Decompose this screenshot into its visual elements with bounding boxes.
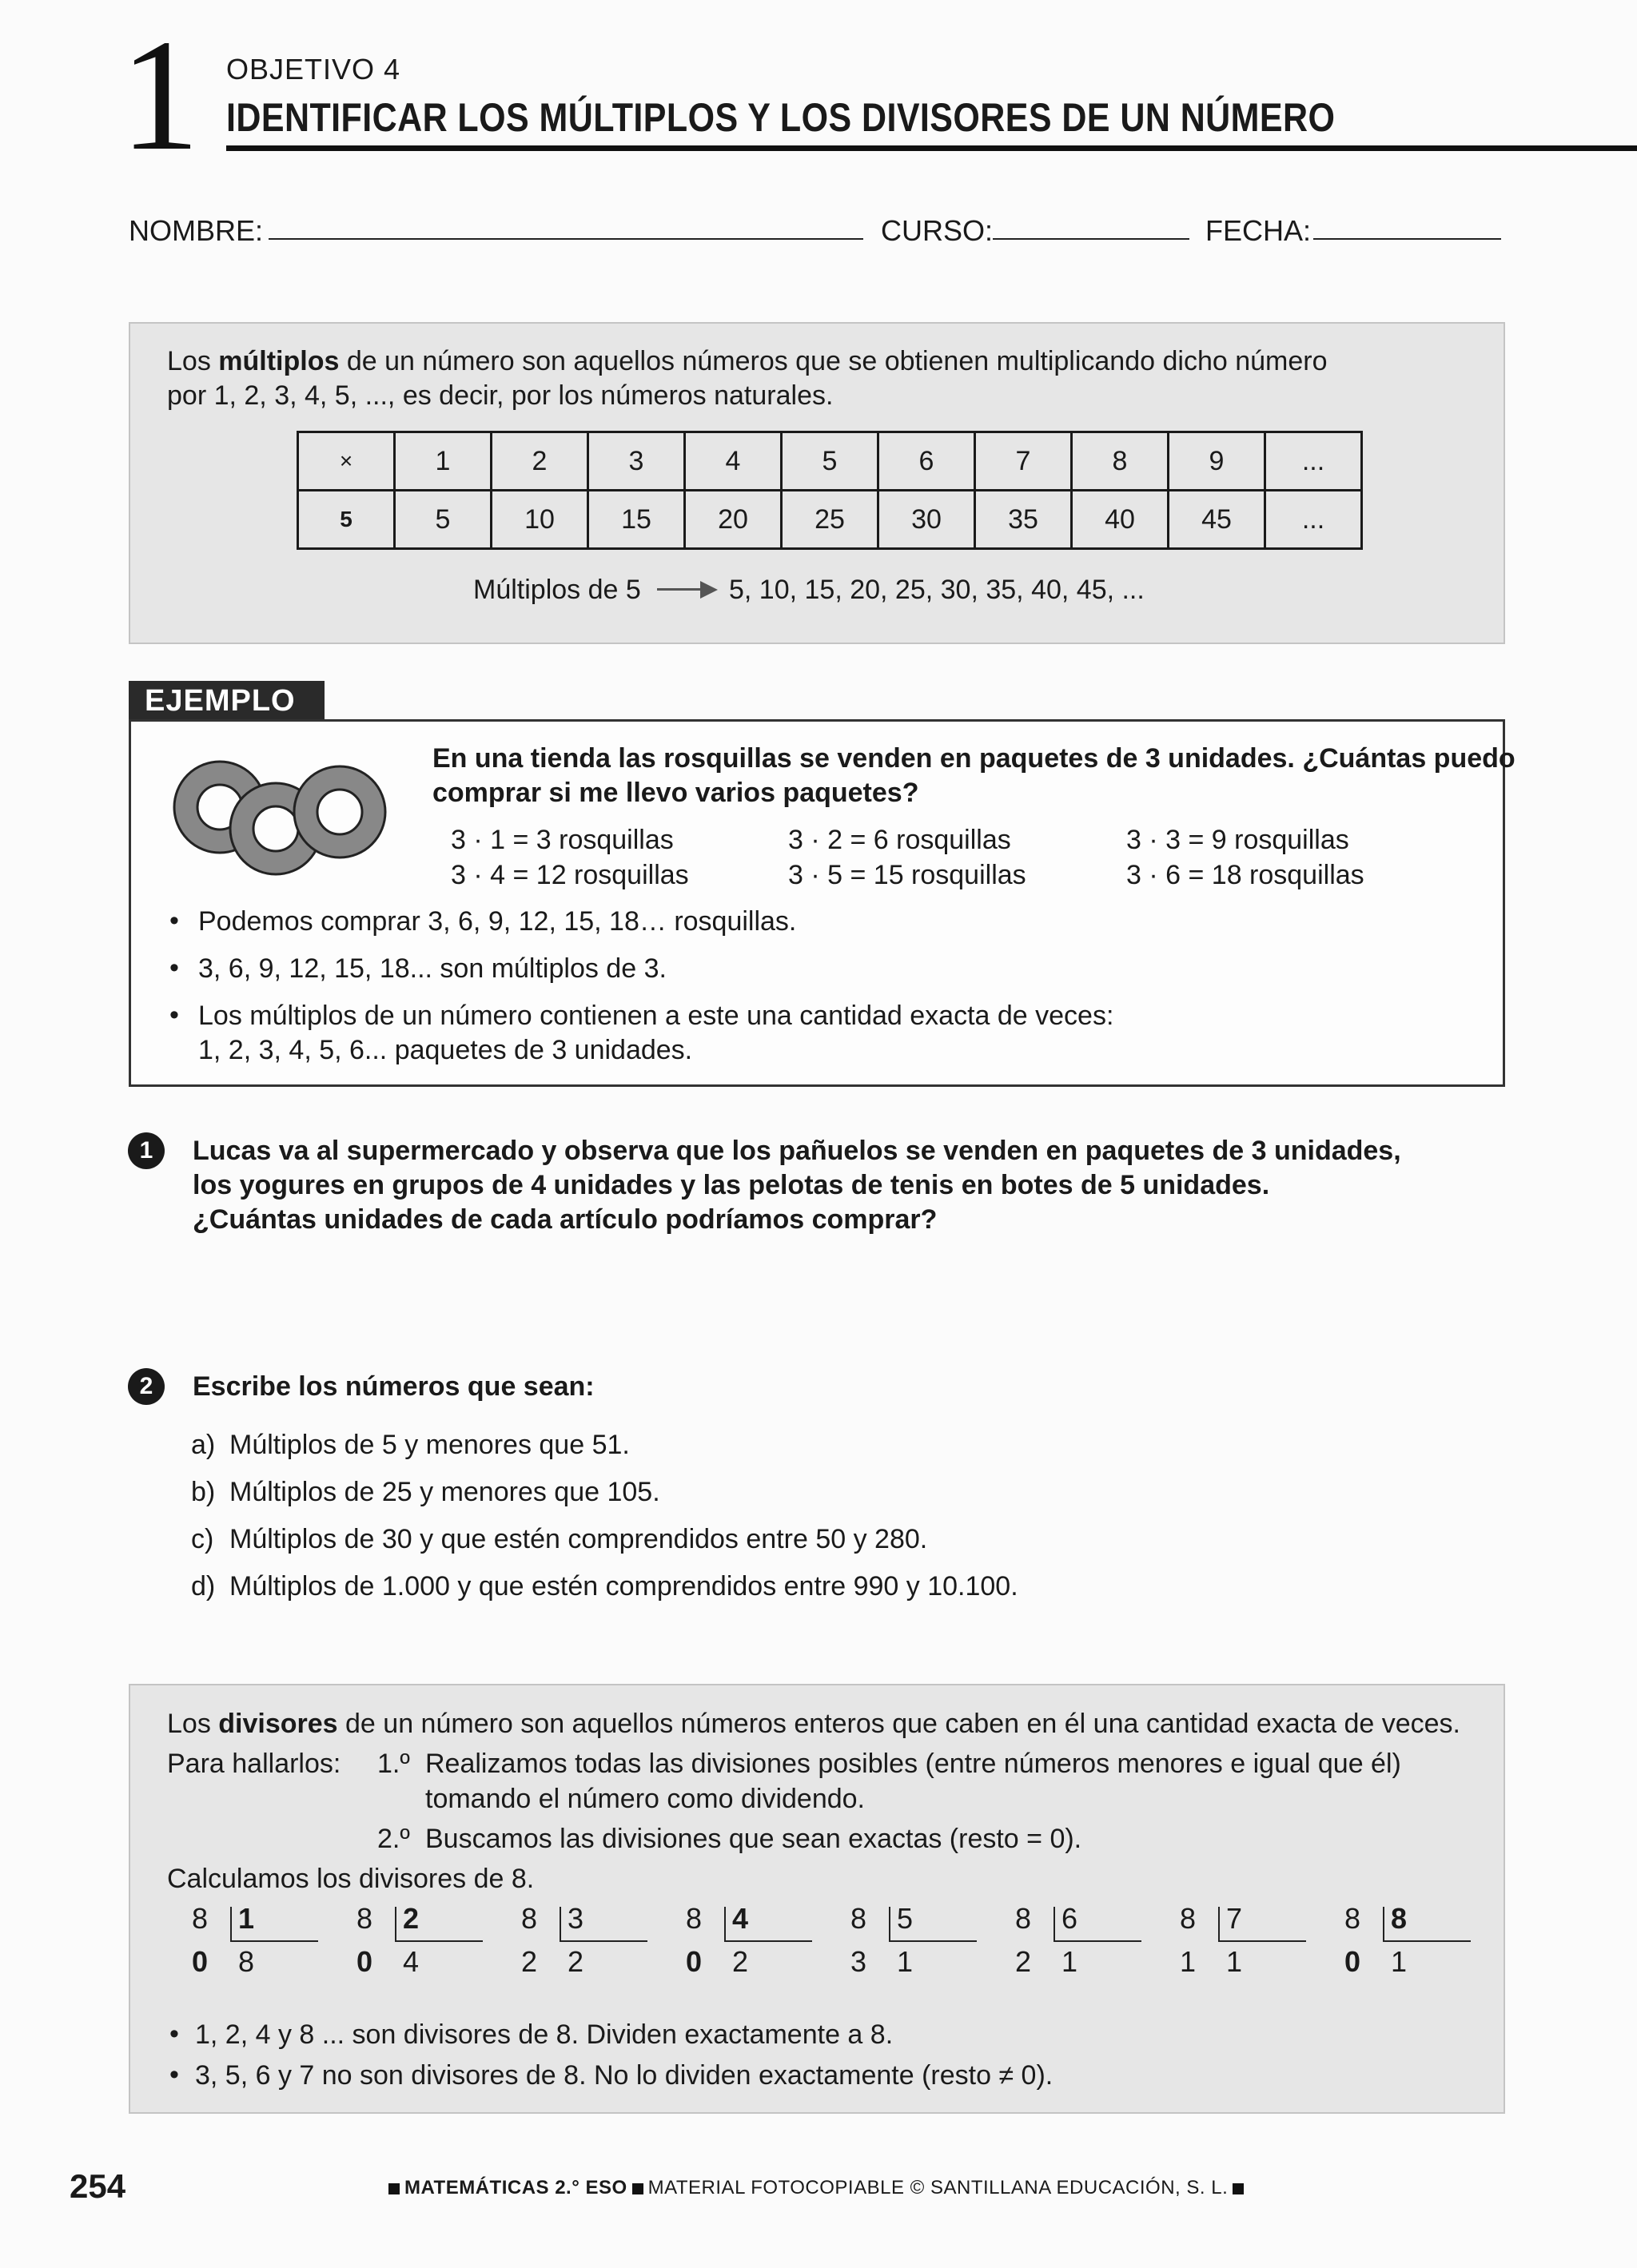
divisors-find-label: Para hallarlos:: [167, 1749, 341, 1779]
division-8-by-1: 8 1 0 8: [192, 1902, 320, 1990]
exercise1-number: 1: [128, 1132, 165, 1169]
square-icon: [1233, 2183, 1244, 2194]
course-field[interactable]: [993, 238, 1189, 240]
example-calc: 3 · 3 = 9 rosquillas: [1126, 825, 1349, 855]
table-cell: 20: [685, 491, 782, 549]
example-calc: 3 · 5 = 15 rosquillas: [788, 860, 1026, 890]
footer-credit: MATEMÁTICAS 2.° ESO MATERIAL FOTOCOPIABLE © SANTILLANA EDUCACIÓN, S. L.: [384, 2177, 1249, 2199]
square-icon: [632, 2183, 643, 2194]
multiples-intro-line1: Los múltiplos de un número son aquellos números que se obtienen multiplicando dicho número: [167, 346, 1328, 376]
divisors-step2-text: Buscamos las divisiones que sean exactas (resto = 0).: [425, 1824, 1082, 1854]
exercise2-item-letter: b): [191, 1477, 216, 1507]
table-cell: 40: [1072, 491, 1169, 549]
table-cell: 5: [395, 491, 492, 549]
example-calc: 3 · 2 = 6 rosquillas: [788, 825, 1011, 855]
table-cell: 8: [1072, 432, 1169, 491]
divisors-step1-line1: Realizamos todas las divisiones posibles (entre números menores e igual que él): [425, 1749, 1401, 1779]
table-cell: 2: [492, 432, 588, 491]
course-label: CURSO:: [881, 214, 994, 247]
date-field[interactable]: [1313, 238, 1501, 240]
table-cell: ...: [1265, 432, 1362, 491]
example-question-line1: En una tienda las rosquillas se venden en paquetes de 3 unidades. ¿Cuántas puedo: [432, 743, 1516, 774]
bullet-icon: •: [169, 953, 179, 983]
division-8-by-6: 8 6 2 1: [1015, 1902, 1143, 1990]
table-cell: 15: [588, 491, 685, 549]
multiples-intro-line2: por 1, 2, 3, 4, 5, ..., es decir, por los números naturales.: [167, 380, 834, 411]
multiples-table: [297, 431, 1363, 550]
division-8-by-7: 8 7 1 1: [1180, 1902, 1308, 1990]
table-cell: 25: [782, 491, 878, 549]
table-row: [298, 491, 1362, 549]
divisors-step1-line2: tomando el número como dividendo.: [425, 1784, 865, 1814]
example-bullet1: Podemos comprar 3, 6, 9, 12, 15, 18… rosquillas.: [198, 906, 797, 937]
example-calc: 3 · 6 = 18 rosquillas: [1126, 860, 1364, 890]
title-rule: [226, 145, 1637, 151]
exercise1-line2: los yogures en grupos de 4 unidades y las pelotas de tenis en botes de 5 unidades.: [193, 1170, 1270, 1200]
multiples-result-values: 5, 10, 15, 20, 25, 30, 35, 40, 45, ...: [729, 575, 1145, 605]
donuts-illustration: [160, 743, 408, 887]
division-8-by-8: 8 8 0 1: [1344, 1902, 1472, 1990]
table-cell: 1: [395, 432, 492, 491]
table-cell: 6: [878, 432, 975, 491]
example-question-line2: comprar si me llevo varios paquetes?: [432, 778, 919, 808]
table-cell: ×: [298, 432, 395, 491]
exercise2-item-letter: c): [191, 1524, 214, 1554]
exercise2-number: 2: [128, 1368, 165, 1405]
table-cell: 30: [878, 491, 975, 549]
table-cell: 10: [492, 491, 588, 549]
table-cell: 7: [975, 432, 1072, 491]
page-number: 254: [70, 2167, 126, 2205]
exercise1-line1: Lucas va al supermercado y observa que los pañuelos se venden en paquetes de 3 unidades,: [193, 1136, 1401, 1166]
table-cell: 5: [782, 432, 878, 491]
table-row: [298, 432, 1362, 491]
multiples-result-label: Múltiplos de 5: [473, 575, 641, 605]
division-8-by-4: 8 4 0 2: [686, 1902, 814, 1990]
unit-number: 1: [120, 7, 200, 184]
example-calc: 3 · 1 = 3 rosquillas: [451, 825, 674, 855]
divisors-bullet2: 3, 5, 6 y 7 no son divisores de 8. No lo dividen exactamente (resto ≠ 0).: [195, 2060, 1053, 2091]
divisors-calc-label: Calculamos los divisores de 8.: [167, 1864, 535, 1894]
arrow-right-icon: [657, 588, 707, 591]
exercise2-item-text: Múltiplos de 1.000 y que estén comprendidos entre 990 y 10.100.: [229, 1571, 1018, 1602]
example-bullet3-line1: Los múltiplos de un número contienen a este una cantidad exacta de veces:: [198, 1001, 1114, 1031]
table-cell: 45: [1169, 491, 1265, 549]
bullet-icon: •: [169, 2059, 179, 2090]
exercise2-item-letter: a): [191, 1430, 216, 1460]
divisors-intro: Los divisores de un número son aquellos números enteros que caben en él una cantidad exacta de veces.: [167, 1709, 1460, 1739]
date-label: FECHA:: [1205, 214, 1312, 247]
exercise2-item-text: Múltiplos de 25 y menores que 105.: [229, 1477, 660, 1507]
divisors-step2-num: 2.º: [377, 1824, 410, 1854]
table-cell: 4: [685, 432, 782, 491]
page-title: IDENTIFICAR LOS MÚLTIPLOS Y LOS DIVISORES DE UN NÚMERO: [226, 95, 1336, 140]
name-label: NOMBRE:: [129, 214, 264, 247]
division-8-by-2: 8 2 0 4: [356, 1902, 484, 1990]
bullet-icon: •: [169, 905, 179, 936]
exercise2-item-text: Múltiplos de 5 y menores que 51.: [229, 1430, 630, 1460]
exercise2-item-letter: d): [191, 1571, 216, 1602]
exercise2-prompt: Escribe los números que sean:: [193, 1371, 595, 1402]
example-tab: EJEMPLO: [129, 681, 325, 721]
bullet-icon: •: [169, 2019, 179, 2049]
arrow-head-icon: [700, 581, 718, 599]
table-cell: 35: [975, 491, 1072, 549]
division-8-by-5: 8 5 3 1: [850, 1902, 978, 1990]
table-cell: 3: [588, 432, 685, 491]
objective-label: OBJETIVO 4: [226, 53, 401, 86]
bullet-icon: •: [169, 1000, 179, 1030]
name-field[interactable]: [269, 238, 863, 240]
table-cell: 9: [1169, 432, 1265, 491]
table-cell: 5: [298, 491, 395, 549]
table-cell: ...: [1265, 491, 1362, 549]
division-8-by-3: 8 3 2 2: [521, 1902, 649, 1990]
exercise2-item-text: Múltiplos de 30 y que estén comprendidos entre 50 y 280.: [229, 1524, 928, 1554]
example-bullet2: 3, 6, 9, 12, 15, 18... son múltiplos de 3.: [198, 953, 667, 984]
example-calc: 3 · 4 = 12 rosquillas: [451, 860, 689, 890]
square-icon: [388, 2183, 400, 2194]
divisors-step1-num: 1.º: [377, 1749, 410, 1779]
example-bullet3-line2: 1, 2, 3, 4, 5, 6... paquetes de 3 unidades.: [198, 1035, 693, 1065]
divisors-bullet1: 1, 2, 4 y 8 ... son divisores de 8. Dividen exactamente a 8.: [195, 2019, 894, 2050]
exercise1-line3: ¿Cuántas unidades de cada artículo podríamos comprar?: [193, 1204, 938, 1235]
